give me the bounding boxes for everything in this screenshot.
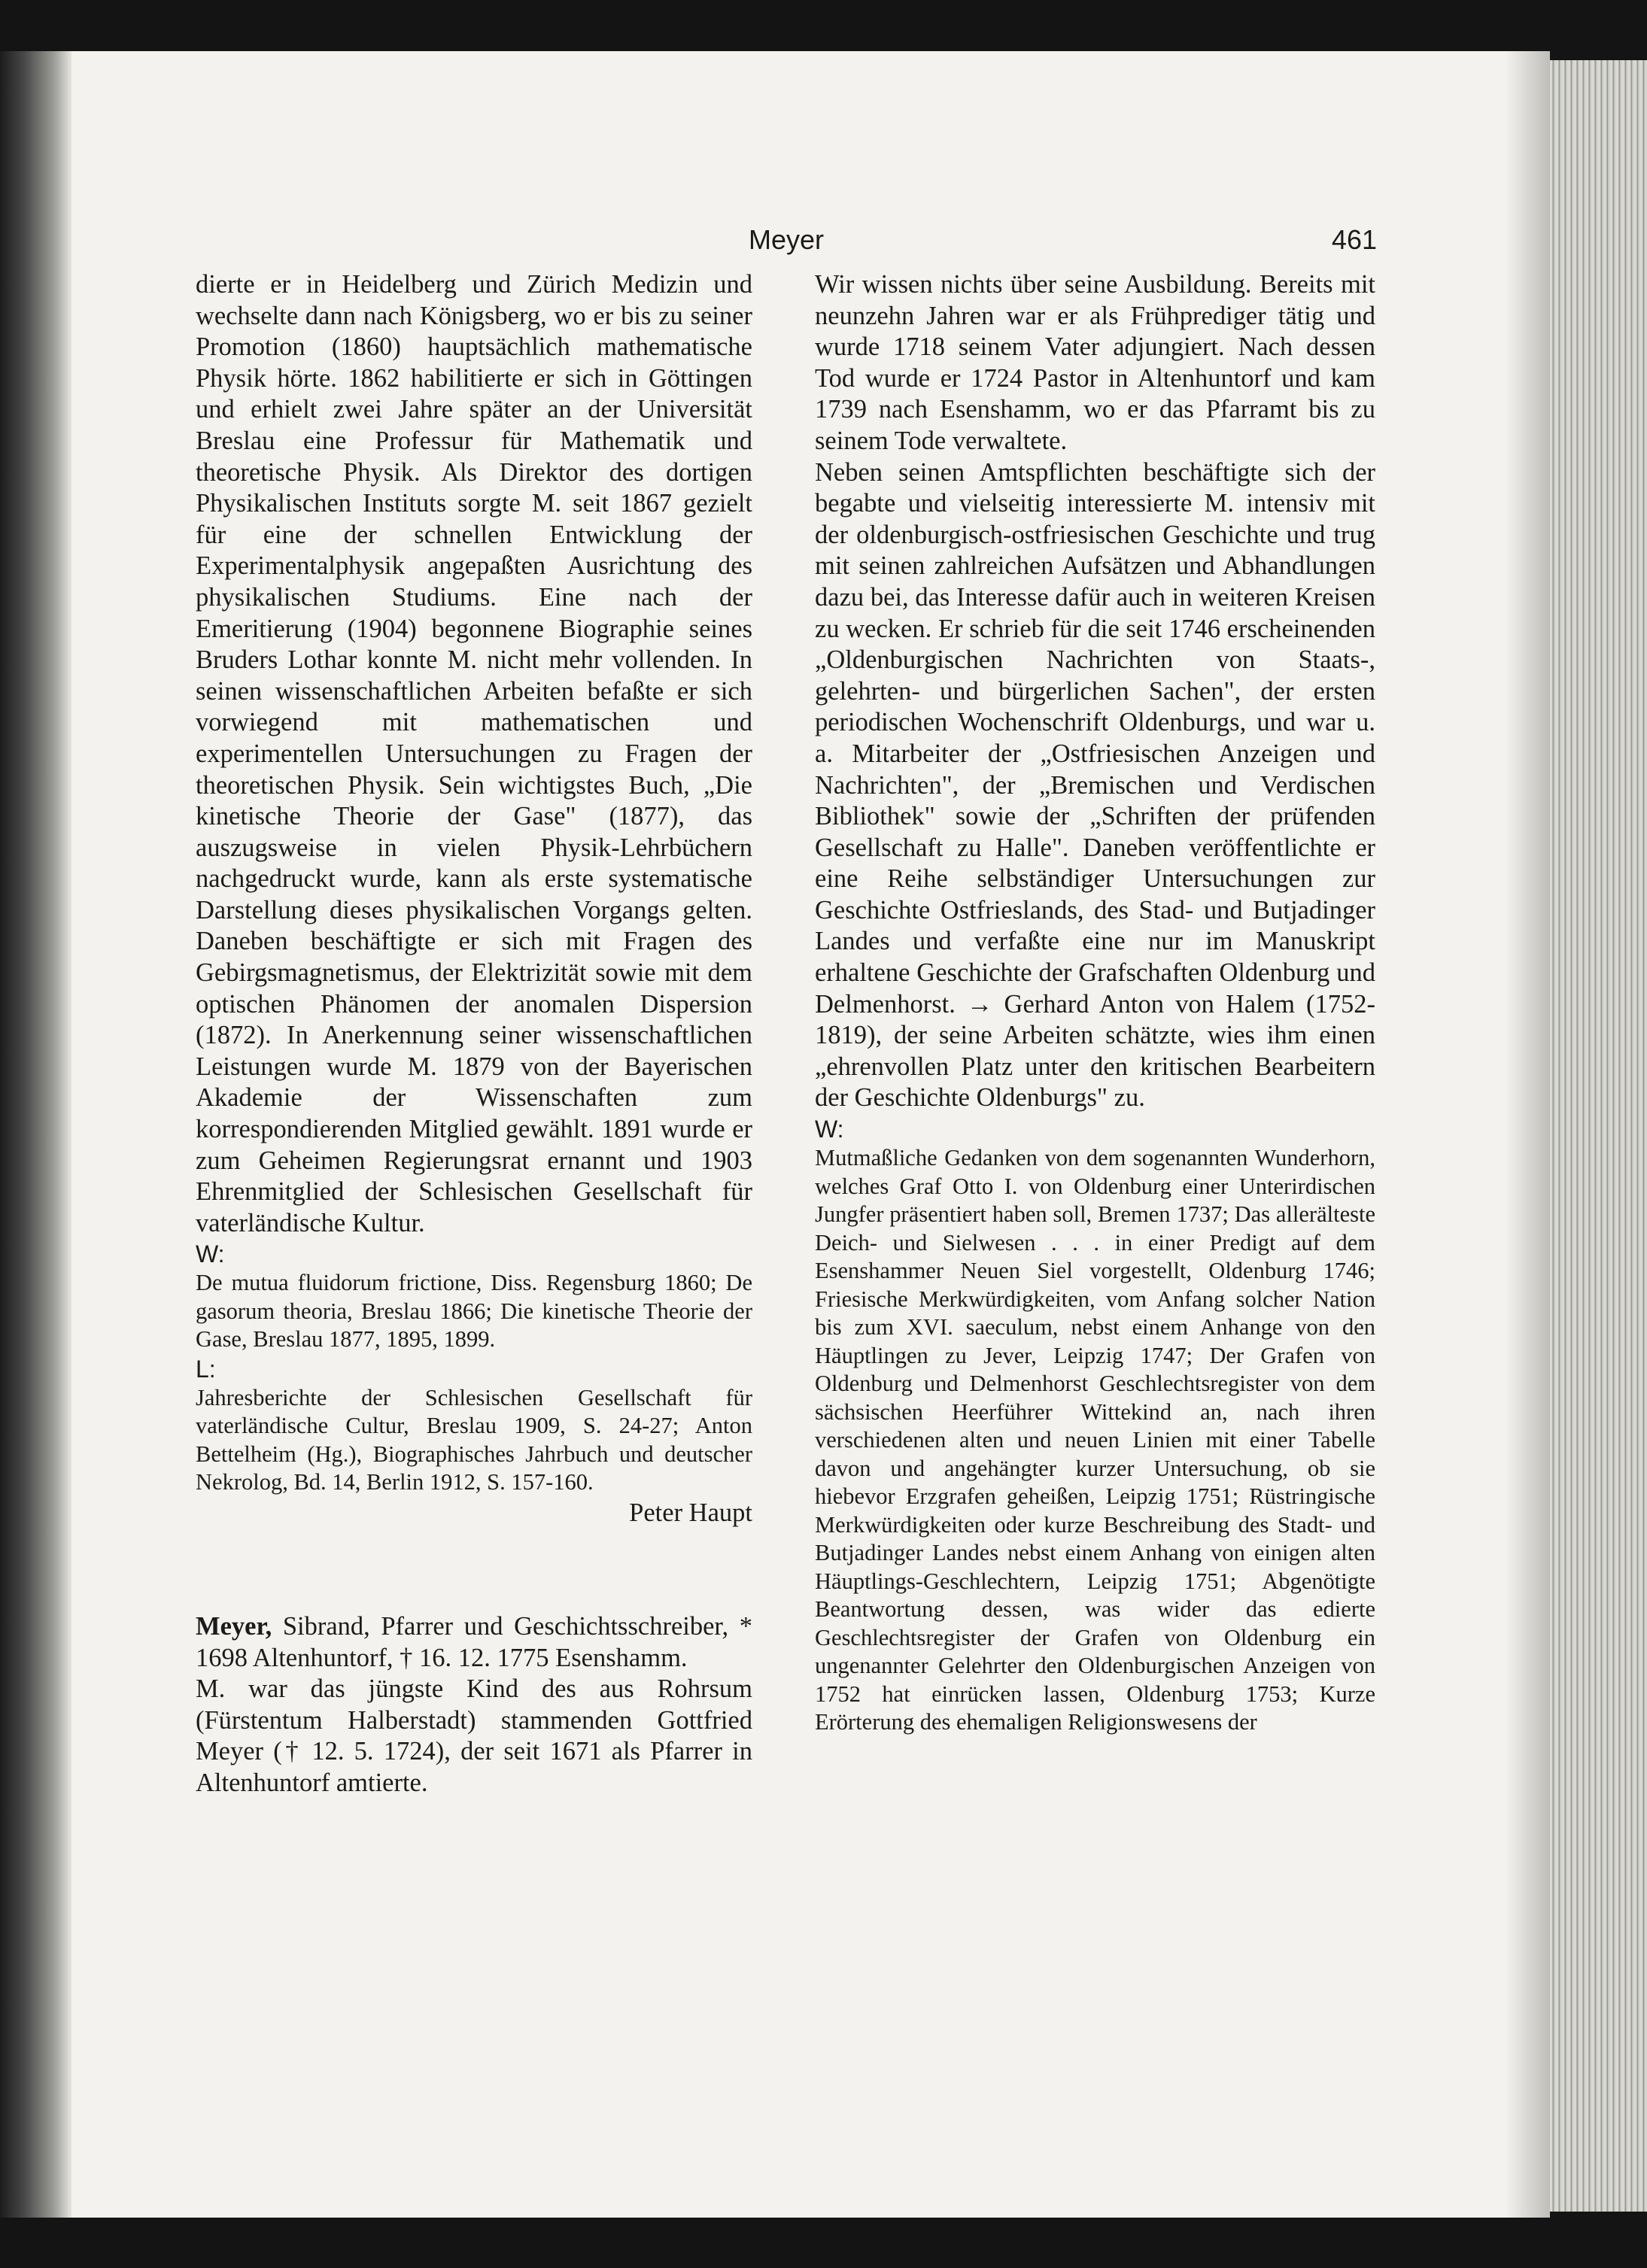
book-page-edges — [1550, 60, 1647, 2212]
works-list: De mutua fluidorum frictione, Diss. Regensburg 1860; De gasorum theoria, Breslau 1866; Die kinetische Theorie der Gase, Breslau 1877, 1895, 1899. — [196, 1270, 752, 1353]
book-gutter-shadow — [0, 51, 71, 2218]
entry-heading — [196, 1611, 752, 1674]
paragraph-activities: Neben seinen Amtspflichten beschäftigte sich der begabte und vielseitig interessierte M. intensiv mit der oldenburgisch-ostfriesischen Geschichte und trug mit seinen zahlreichen Aufsätzen und Abhandlungen dazu bei, das Interesse dafür auch in weiteren Kreisen zu wecken. Er schrieb für die seit 1746 erscheinenden „Oldenburgischen Nachrichten von Staats-, gelehrten- und bürgerlichen Sachen", der ersten periodischen Wochenschrift Oldenburgs, und war u. a. Mitarbeiter der „Ostfriesischen Anzeigen und Nachrichten", der „Bremischen und Verdischen Bibliothek" sowie der „Schriften der prüfenden Gesellschaft zu Halle". Daneben veröffentlichte er eine Reihe selbständiger Untersuchungen zur Geschichte Ostfrieslands, des Stad- und Butjadinger Landes und verfaßte eine nur im Manuskript erhaltene Geschichte der Grafschaften Oldenburg und Delmenhorst. → Gerhard Anton von Halem (1752-1819), der seine Arbeiten schätzte, wies ihm einen „ehrenvollen Platz unter den kritischen Bearbeitern der Geschichte Oldenburgs" zu. — [815, 457, 1375, 1113]
works-label: W: — [815, 1116, 844, 1143]
entry-author: Peter Haupt — [629, 1498, 752, 1527]
left-column — [196, 269, 752, 1799]
entry-continuation-text: dierte er in Heidelberg und Zürich Medizin und wechselte dann nach Königsberg, wo er bis zu seiner Promotion (1860) hauptsächlich mathematische Physik hörte. 1862 habilitierte er sich in Göttingen und erhielt zwei Jahre später an der Universität Breslau eine Professur für Mathematik und theoretische Physik. Als Direktor des dortigen Physikalischen Instituts sorgte M. seit 1867 gezielt für eine der schnellen Entwicklung der Experimentalphysik angepaßten Ausrichtung des physikalischen Studiums. Eine nach der Emeritierung (1904) begonnene Biographie seines Bruders Lothar konnte M. nicht mehr vollenden. In seinen wissenschaftlichen Arbeiten befaßte er sich vorwiegend mit mathematischen und experimentellen Untersuchungen zu Fragen der theoretischen Physik. Sein wichtigstes Buch, „Die kinetische Theorie der Gase" (1877), das auszugsweise in vielen Physik-Lehrbüchern nachgedruckt wurde, kann als erste systematische Darstellung dieses physikalischen Vorgangs gelten. Daneben beschäftigte er sich mit Fragen des Gebirgsmagnetismus, der Elektrizität sowie mit dem optischen Phänomen der anomalen Dispersion (1872). In Anerkennung seiner wissenschaftlichen Leistungen wurde M. 1879 von der Bayerischen Akademie der Wissenschaften zum korrespondierenden Mitglied gewählt. 1891 wurde er zum Geheimen Regierungsrat ernannt und 1903 Ehrenmitglied der Schlesischen Gesellschaft für vaterländische Kultur. — [196, 270, 752, 1237]
right-column — [815, 269, 1375, 1737]
literature-label: L: — [196, 1355, 216, 1383]
works-label: W: — [196, 1240, 225, 1268]
running-head-title: Meyer — [748, 224, 825, 255]
page-edge-shadow — [1505, 51, 1550, 2218]
book-page — [0, 51, 1550, 2218]
entry-head-text: Sibrand, Pfarrer und Geschichtsschreiber, * 1698 Altenhuntorf, † 16. 12. 1775 Esenshamm. — [196, 1611, 752, 1672]
page-number: 461 — [1331, 224, 1377, 255]
literature-list: Jahresberichte der Schlesischen Gesellschaft für vaterländische Cultur, Breslau 1909, S. 24-27; Anton Bettelheim (Hg.), Biographisches Jahrbuch und deutscher Nekrolog, Bd. 14, Berlin 1912, S. 157-160. — [196, 1384, 752, 1495]
entry-separator — [196, 1529, 752, 1611]
paragraph-education: Wir wissen nichts über seine Ausbildung. Bereits mit neunzehn Jahren war er als Frühprediger tätig und wurde 1718 seinem Vater adjungiert. Nach dessen Tod wurde er 1724 Pastor in Altenhuntorf und kam 1739 nach Esenshamm, wo er das Pfarramt bis zu seinem Tode verwaltete. — [815, 270, 1375, 455]
works-list: Mutmaßliche Gedanken von dem sogenannten Wunderhorn, welches Graf Otto I. von Oldenburg einer Unterirdischen Jungfer präsentiert haben soll, Bremen 1737; Das allerälteste Deich- und Sielwesen . . . in einer Predigt auf dem Esenshammer Neuen Siel vorgestellt, Oldenburg 1746; Friesische Merkwürdigkeiten, vom Anfang solcher Nation bis zum XVI. saeculum, nebst einem Anhange von den Häuptlingen zu Jever, Leipzig 1747; Der Grafen von Oldenburg und Delmenhorst Geschlechtsregister von dem sächsischen Heerführer Wittekind an, nach ihren verschiedenen alten und neuen Linien mit einer Tabelle davon und angehängter kurzer Untersuchung, ob sie hiebevor Erzgrafen geheißen, Leipzig 1751; Rüstringische Merkwürdigkeiten oder kurze Beschreibung des Stadt- und Butjadinger Landes nebst einem Anhang von einigen alten Häuptlings-Geschlechtern, Leipzig 1751; Abgenötigte Beantwortung dessen, was wider das edierte Geschlechtsregister der Grafen von Oldenburg ein ungenannter Gelehrter den Oldenburgischen Anzeigen von 1752 hat einrücken lassen, Oldenburg 1753; Kurze Erörterung des ehemaligen Religionswesens der — [815, 1145, 1375, 1735]
entry-body-text: M. war das jüngste Kind des aus Rohrsum (Fürstentum Halberstadt) stammenden Gottfried Meyer († 12. 5. 1724), der seit 1671 als Pfarrer in Altenhuntorf amtierte. — [196, 1674, 752, 1797]
entry-lemma: Meyer, — [196, 1611, 272, 1641]
